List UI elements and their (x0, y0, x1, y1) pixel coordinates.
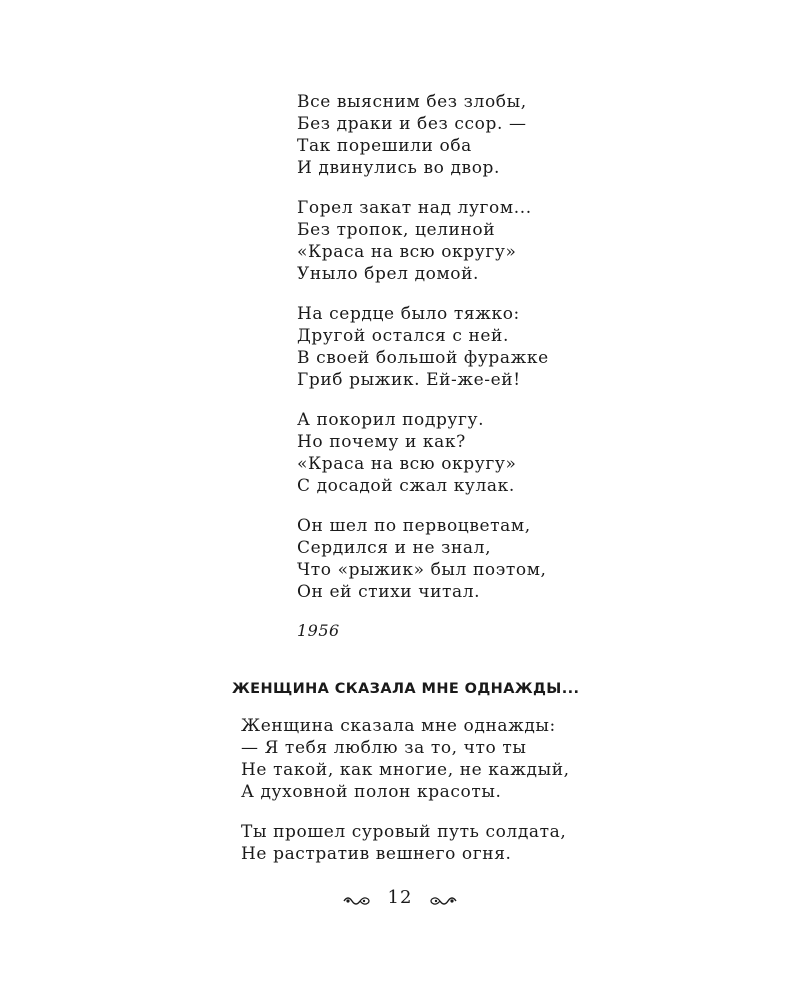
stanza (297, 409, 737, 497)
poem-line: — Я тебя люблю за то, что ты (241, 738, 527, 758)
poem-title: ЖЕНЩИНА СКАЗАЛА МНЕ ОДНАЖДЫ... (232, 681, 580, 697)
poem-line: «Краса на всю округу» (297, 242, 517, 262)
floral-ornament-left-icon (342, 891, 372, 905)
stanza (297, 91, 737, 179)
page-number: 12 (387, 887, 413, 908)
poem-line: Не растратив вешнего огня. (241, 844, 512, 864)
poem-line: В своей большой фуражке (297, 348, 549, 368)
poem-line: На сердце было тяжко: (297, 304, 520, 324)
poem-line: Он ей стихи читал. (297, 582, 481, 602)
poem-line: Женщина сказала мне однажды: (241, 716, 556, 736)
poem-line: «Краса на всю округу» (297, 454, 517, 474)
poem-year: 1956 (297, 621, 340, 640)
poem-line: Без драки и без ссор. — (297, 114, 527, 134)
poem-line: Гриб рыжик. Ей-же-ей! (297, 370, 521, 390)
stanza (241, 821, 741, 865)
floral-ornament-right-icon (428, 891, 458, 905)
poem-line: Но почему и как? (297, 432, 466, 452)
poem-continued (297, 91, 737, 641)
page-footer (0, 886, 800, 910)
poem-line: Все выясним без злобы, (297, 92, 527, 112)
poem-line: Он шел по первоцветам, (297, 516, 531, 536)
poem-line: Не такой, как многие, не каждый, (241, 760, 570, 780)
poem-line: Ты прошел суровый путь солдата, (241, 822, 567, 842)
poem-line: Уныло брел домой. (297, 264, 480, 284)
poem-line: Сердился и не знал, (297, 538, 492, 558)
poem-line: Другой остался с ней. (297, 326, 509, 346)
poem-line: Без тропок, целиной (297, 220, 496, 240)
poem-line: С досадой сжал кулак. (297, 476, 515, 496)
poem-line: И двинулись во двор. (297, 158, 501, 178)
poem-line: А духовной полон красоты. (241, 782, 502, 802)
poem-line: Так порешили оба (297, 136, 472, 156)
poem-line: Горел закат над лугом... (297, 198, 532, 218)
stanza (297, 197, 737, 285)
poem-line: Что «рыжик» был поэтом, (297, 560, 547, 580)
stanza (297, 303, 737, 391)
poem-body (241, 715, 741, 883)
stanza (297, 515, 737, 603)
poem-line: А покорил подругу. (297, 410, 485, 430)
stanza (241, 715, 741, 803)
